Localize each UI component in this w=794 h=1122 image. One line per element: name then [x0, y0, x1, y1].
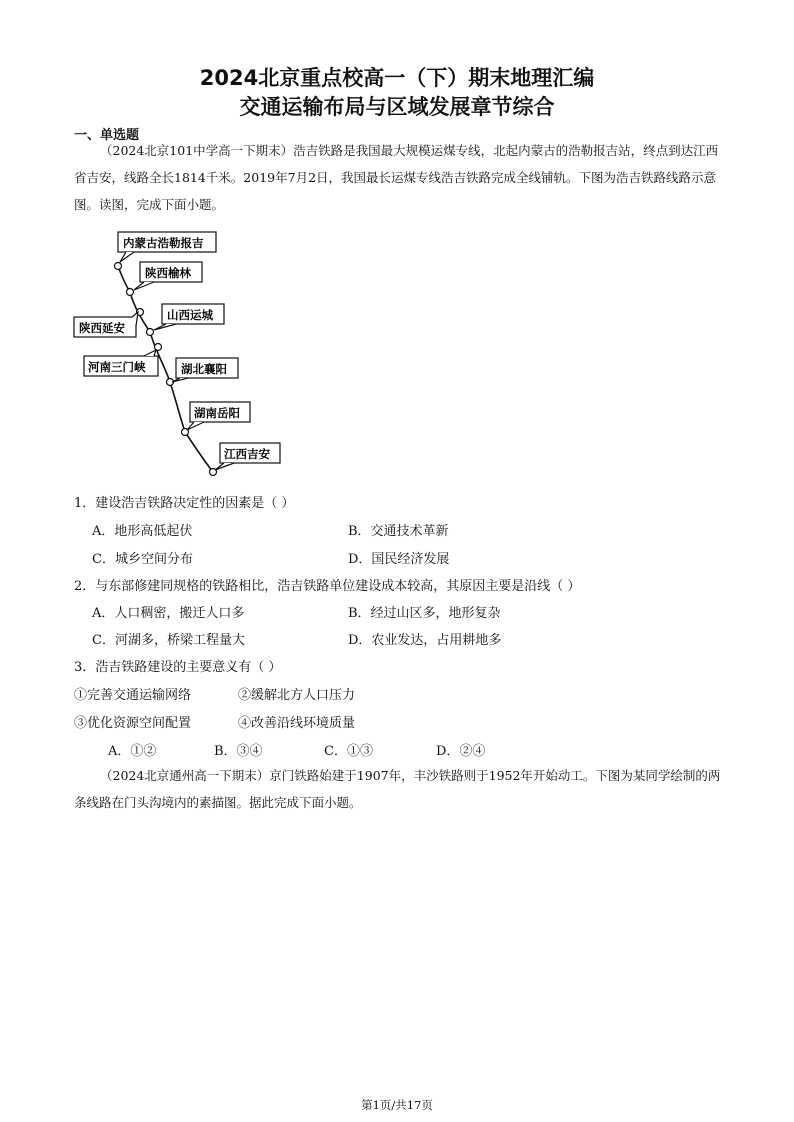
map-label-xiangyang: 湖北襄阳	[181, 362, 227, 376]
page-footer: 第1页/共17页	[361, 1098, 433, 1112]
question-1-option-d: D．国民经济发展	[348, 552, 450, 567]
question-3-option-b: B．③④	[214, 744, 263, 759]
callout-jian	[215, 443, 280, 470]
station-point-yuncheng	[147, 329, 154, 336]
map-label-yueyang: 湖南岳阳	[194, 406, 240, 420]
callout-xiangyang	[172, 358, 238, 382]
question-3-option-d: D．②④	[436, 744, 486, 759]
intro-paragraph-1: （2024北京101中学高一下期末）浩吉铁路是我国最大规模运煤专线，北起内蒙古的浩勒报吉站，终点到达江西省吉安，线路全长1814千米。2019年7月2日，我国最长运煤专线浩吉铁路完成全线铺轨。下图为浩吉铁路线路示意图。读图，完成下面小题。	[74, 143, 719, 212]
callout-yueyang	[187, 402, 250, 430]
station-point-sanmenxia	[155, 344, 162, 351]
station-point-haolebaoji	[115, 263, 122, 270]
document-title-line2: 交通运输布局与区域发展章节综合	[239, 95, 555, 119]
map-label-jian: 江西吉安	[224, 447, 270, 461]
question-3-option-c: C．①③	[324, 744, 373, 759]
question-2-option-d: D．农业发达，占用耕地多	[348, 633, 502, 648]
station-point-yulin	[127, 289, 134, 296]
map-label-yuncheng: 山西运城	[167, 308, 213, 322]
question-2-option-a: A．人口稠密，搬迁人口多	[92, 606, 245, 621]
question-3-statement-4: ④改善沿线环境质量	[238, 716, 356, 731]
callout-yanan	[74, 312, 138, 337]
question-2-option-b: B．经过山区多，地形复杂	[348, 606, 501, 621]
question-3-statement-1: ①完善交通运输网络	[74, 688, 192, 703]
question-3-statement-2: ②缓解北方人口压力	[238, 688, 356, 703]
map-label-yulin: 陕西榆林	[145, 266, 191, 280]
question-1-option-b: B．交通技术革新	[348, 524, 449, 539]
map-label-haolebaoji: 内蒙古浩勒报吉	[123, 236, 204, 250]
intro-paragraph-2: （2024北京通州高一下期末）京门铁路始建于1907年，丰沙铁路则于1952年开始动工。下图为某同学绘制的两条线路在门头沟境内的素描图。据此完成下面小题。	[74, 768, 721, 810]
map-label-sanmenxia: 河南三门峡	[88, 360, 146, 374]
callout-sanmenxia	[84, 350, 158, 376]
callout-yulin	[134, 262, 202, 290]
question-3-stem: 3．浩吉铁路建设的主要意义有（ ）	[74, 660, 282, 675]
callout-yuncheng	[154, 304, 224, 330]
question-1-option-c: C．城乡空间分布	[92, 552, 193, 567]
question-3-option-a: A．①②	[108, 744, 157, 759]
section-heading: 一、单选题	[74, 128, 140, 143]
question-1-stem: 1．建设浩吉铁路决定性的因素是（ ）	[74, 496, 295, 511]
question-2-stem: 2．与东部修建同规格的铁路相比，浩吉铁路单位建设成本较高，其原因主要是沿线（ ）	[74, 579, 581, 594]
document-title-line1: 2024北京重点校高一（下）期末地理汇编	[199, 66, 595, 90]
question-3-statement-3: ③优化资源空间配置	[74, 716, 192, 731]
question-2-option-c: C．河湖多，桥梁工程量大	[92, 633, 245, 648]
map-label-yanan: 陕西延安	[79, 321, 125, 335]
question-1-option-a: A．地形高低起伏	[92, 524, 193, 539]
callout-haolebaoji	[118, 232, 216, 262]
railway-route-map	[70, 222, 290, 482]
